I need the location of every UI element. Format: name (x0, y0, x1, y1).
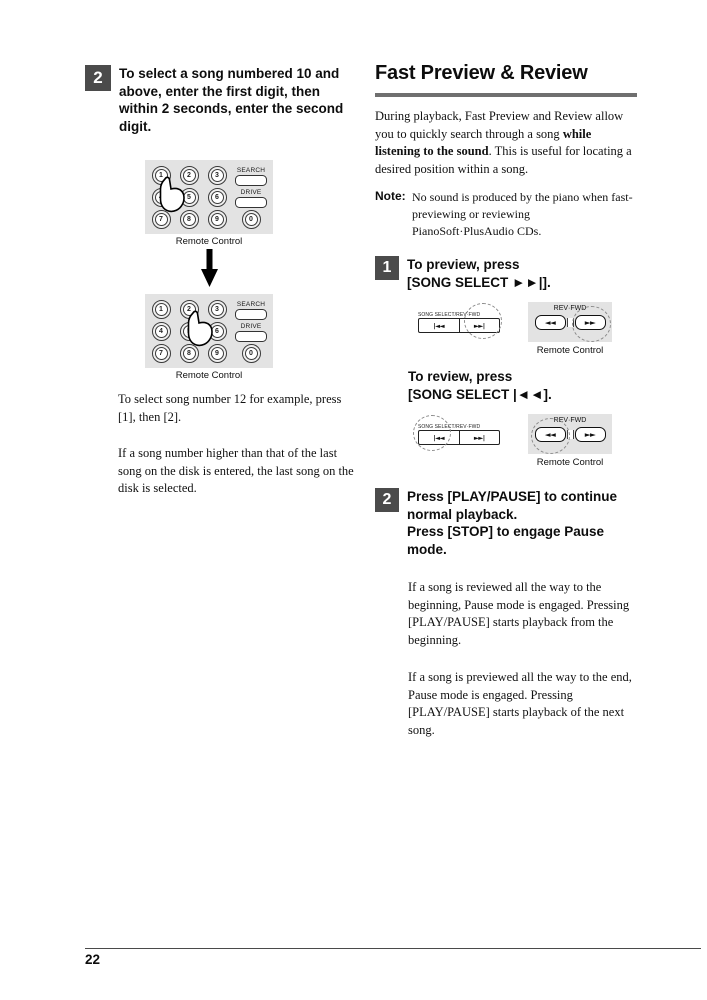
search-button-cell (235, 164, 267, 186)
remote-keypad-figure-1 (145, 160, 273, 247)
rew-button (535, 315, 566, 330)
intro-text-end: . This is useful for locating a desired position within a song. (375, 144, 632, 176)
drive-button (235, 197, 267, 208)
key-0 (242, 344, 261, 363)
key-4 (152, 322, 171, 341)
intro-bold-text: while listening to the sound (375, 126, 592, 158)
footer-rule (85, 948, 701, 949)
key-6-label: 6 (211, 325, 224, 338)
song-select-panel-figure (418, 312, 502, 333)
key-9-label: 9 (211, 213, 224, 226)
left-paragraph-example: To select song number 12 for example, press [1], then [2]. (118, 392, 342, 424)
drive-button (235, 331, 267, 342)
search-button (235, 309, 267, 320)
step-number-badge: 2 (375, 488, 399, 512)
review-figure-row (375, 414, 639, 472)
review-heading (408, 368, 633, 403)
hand-pointer-icon (185, 310, 215, 348)
note-block (375, 189, 634, 240)
key-7 (152, 344, 171, 363)
revfwd-panel (528, 414, 612, 454)
revfwd-label: REV·FWD (553, 417, 587, 424)
key-2-label: 2 (183, 169, 196, 182)
step2-line2: Press [STOP] to engage Pause mode. (407, 524, 605, 557)
search-button-cell (235, 298, 267, 320)
song-select-prev-button (419, 319, 460, 332)
next-track-icon: ►►| (473, 433, 485, 442)
remote-keypad-figure-2 (145, 294, 273, 381)
figure-caption: Remote Control (175, 370, 243, 381)
prev-track-icon: |◄◄ (433, 321, 445, 330)
note-text: No sound is produced by the piano when fast-previewing or reviewing PianoSoft·PlusAudio CDs. (412, 190, 633, 238)
left-column (85, 65, 357, 925)
drive-button-label: DRIVE (240, 323, 262, 330)
review-line1: To review, press (408, 369, 513, 384)
song-select-next-button (460, 431, 500, 444)
prev-track-icon: |◄◄ (433, 433, 445, 442)
step2-line1: Press [PLAY/PAUSE] to continue normal playback. (407, 489, 618, 522)
highlight-circle (531, 418, 570, 454)
fwd-button (575, 427, 606, 442)
right-step-1 (375, 256, 632, 291)
key-9-label: 9 (211, 347, 224, 360)
key-8-label: 8 (183, 213, 196, 226)
key-7-label: 7 (155, 347, 168, 360)
key-3 (208, 166, 227, 185)
left-paragraph-last-song: If a song number higher than that of the last song on the disk is entered, the last song on the disk is selected. (118, 446, 354, 495)
revfwd-label: REV·FWD (553, 305, 587, 312)
title-rule (375, 93, 637, 97)
note-label: Note: (375, 189, 406, 203)
figure-caption: Remote Control (536, 457, 604, 468)
key-2-label: 2 (183, 303, 196, 316)
key-6-label: 6 (211, 191, 224, 204)
drive-button-cell (235, 320, 267, 342)
step1-line1: To preview, press (407, 257, 520, 272)
fast-forward-icon: ►► (584, 318, 596, 327)
down-arrow-icon (201, 249, 218, 287)
step1-heading (407, 256, 632, 291)
search-button-label: SEARCH (236, 301, 266, 308)
key-0-label: 0 (245, 347, 258, 360)
revfwd-remote-figure (528, 302, 612, 356)
step-number-badge: 1 (375, 256, 399, 280)
key-0-label: 0 (245, 213, 258, 226)
intro-text: During playback, Fast Preview and Review allow you to quickly search through a song (375, 109, 624, 141)
key-6 (208, 188, 227, 207)
panel-label: SONG SELECT/REV·FWD (418, 312, 481, 318)
drive-button-label: DRIVE (240, 189, 262, 196)
step1-line2: [SONG SELECT ►►|]. (407, 274, 551, 290)
figure-caption: Remote Control (175, 236, 243, 247)
key-9 (208, 210, 227, 229)
right-column (375, 62, 639, 922)
step2-heading (407, 488, 633, 558)
key-0 (242, 210, 261, 229)
key-8-label: 8 (183, 347, 196, 360)
key-5-label: 5 (183, 191, 196, 204)
highlight-circle (413, 415, 451, 451)
panel-label: SONG SELECT/REV·FWD (418, 424, 481, 430)
preview-figure-row (375, 302, 639, 360)
drive-button-cell (235, 186, 267, 208)
key-1 (152, 300, 171, 319)
search-button-label: SEARCH (236, 167, 266, 174)
left-step-2 (85, 65, 357, 135)
key-3-label: 3 (211, 169, 224, 182)
left-step-heading: To select a song numbered 10 and above, enter the first digit, then within 2 seconds, enter the second digit. (119, 66, 344, 134)
song-select-panel-figure (418, 424, 502, 445)
next-track-icon: ►►| (473, 321, 485, 330)
step-number-badge: 2 (85, 65, 111, 91)
key-1-label: 1 (155, 303, 168, 316)
right-paragraph-previewed: If a song is previewed all the way to the end, Pause mode is engaged. Pressing [PLAY/PAUSE] starts playback of the next song. (408, 670, 632, 737)
fast-forward-icon: ►► (584, 430, 596, 439)
right-paragraph-reviewed: If a song is reviewed all the way to the beginning, Pause mode is engaged. Pressing [PLAY/PAUSE] starts playback from the beginning. (408, 580, 630, 647)
section-title: Fast Preview & Review (375, 62, 588, 84)
revfwd-panel (528, 302, 612, 342)
highlight-circle (464, 303, 502, 339)
review-line2: [SONG SELECT |◄◄]. (408, 386, 552, 402)
highlight-circle (572, 306, 611, 342)
intro-paragraph (375, 108, 639, 178)
right-step-2 (375, 488, 633, 558)
key-1-label: 1 (155, 169, 168, 182)
revfwd-remote-figure (528, 414, 612, 468)
hand-pointer-icon (157, 176, 187, 214)
key-7-label: 7 (155, 213, 168, 226)
search-button (235, 175, 267, 186)
key-3-label: 3 (211, 303, 224, 316)
rewind-icon: ◄◄ (544, 430, 556, 439)
figure-caption: Remote Control (536, 345, 604, 356)
remote-keypad-panel (145, 160, 273, 234)
rewind-icon: ◄◄ (544, 318, 556, 327)
key-4-label: 4 (155, 325, 168, 338)
remote-keypad-panel (145, 294, 273, 368)
page-number: 22 (85, 952, 101, 967)
